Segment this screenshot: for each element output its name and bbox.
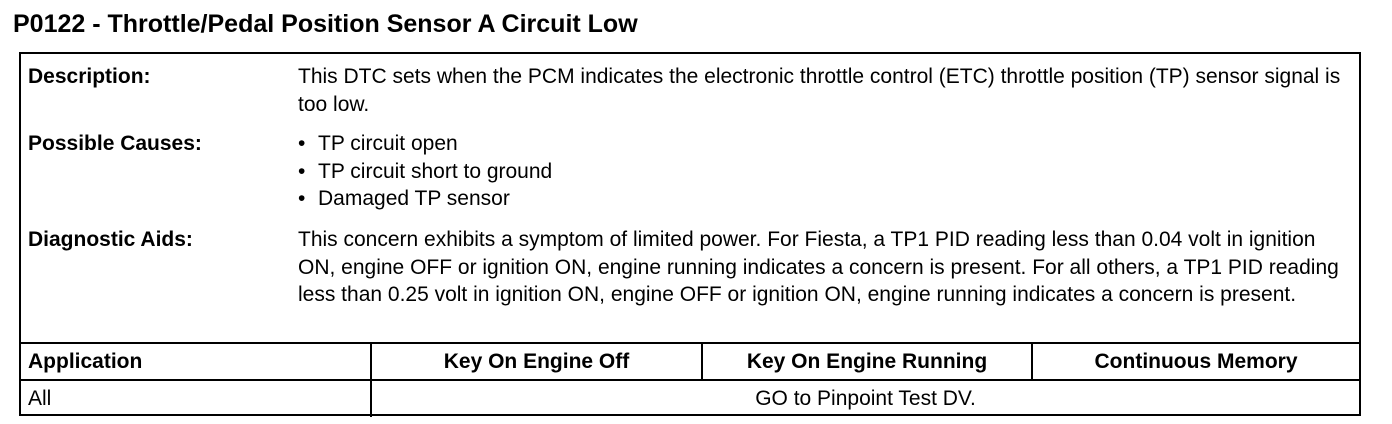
description-text: This DTC sets when the PCM indicates the electronic throttle control (ETC) throttle position (TP) sensor signal is too low.: [298, 65, 1341, 116]
list-item: • TP circuit short to ground: [298, 158, 552, 186]
cell-action: GO to Pinpoint Test DV.: [371, 380, 1359, 417]
header-continuous-memory: Continuous Memory: [1032, 343, 1359, 380]
header-application: Application: [21, 343, 371, 380]
diagnostic-aids-text: This concern exhibits a symptom of limited power. For Fiesta, a TP1 PID reading less than 0.04 volt in ignition ON, engine OFF or ignition ON, engine running indicates a concern is present. For all others, a TP1 PID reading less than 0.25 volt in ignition ON, engine OFF or ignition ON, engine running indicates a concern is present.: [298, 228, 1339, 306]
page-title: P0122 - Throttle/Pedal Position Sensor A Circuit Low: [13, 10, 638, 38]
list-item: • Damaged TP sensor: [298, 185, 552, 213]
dtc-info-box: [19, 52, 1361, 416]
table-header-row: [21, 343, 1359, 380]
possible-causes-list: [298, 130, 552, 213]
table-row: [21, 380, 1359, 417]
cell-application: All: [21, 380, 371, 417]
diagnostic-aids-label: Diagnostic Aids:: [28, 228, 193, 251]
description-label: Description:: [28, 65, 151, 88]
header-key-on-engine-off: Key On Engine Off: [371, 343, 702, 380]
info-section: [21, 54, 1359, 344]
possible-causes-label: Possible Causes:: [28, 132, 202, 155]
application-table: [21, 342, 1359, 417]
list-item: • TP circuit open: [298, 130, 552, 158]
header-key-on-engine-running: Key On Engine Running: [702, 343, 1032, 380]
